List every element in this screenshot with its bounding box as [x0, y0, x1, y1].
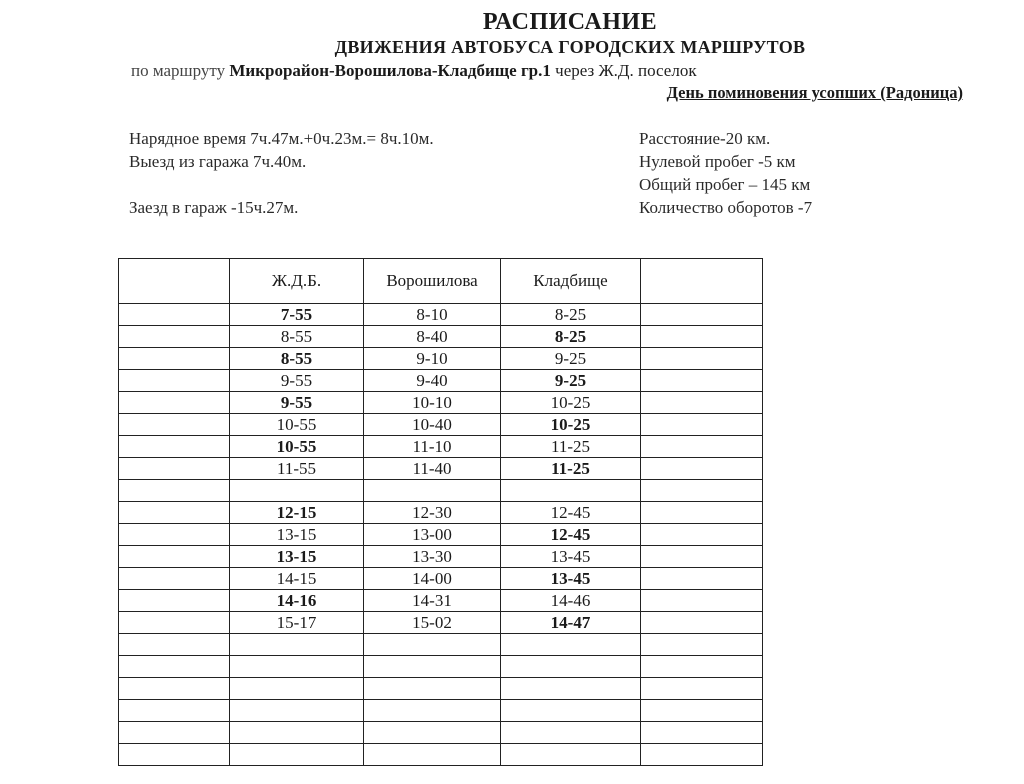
table-row — [119, 458, 763, 480]
table-cell: 15-17 — [230, 612, 364, 634]
table-cell — [641, 436, 763, 458]
table-cell — [641, 480, 763, 502]
total-mileage: Общий пробег – 145 км — [639, 175, 811, 194]
table-row — [119, 590, 763, 612]
table-cell — [119, 568, 230, 590]
route-prefix: по маршруту — [131, 61, 226, 80]
table-cell — [641, 656, 763, 678]
table-cell — [501, 700, 641, 722]
table-cell: 7-55 — [230, 304, 364, 326]
table-cell: 15-02 — [364, 612, 501, 634]
table-cell: 13-45 — [501, 568, 641, 590]
table-cell: 14-15 — [230, 568, 364, 590]
table-cell — [119, 480, 230, 502]
table-cell: 12-45 — [501, 524, 641, 546]
table-cell — [501, 656, 641, 678]
table-cell: 9-55 — [230, 392, 364, 414]
table-cell — [501, 678, 641, 700]
table-cell — [641, 392, 763, 414]
table-cell — [641, 722, 763, 744]
table-cell — [230, 722, 364, 744]
schedule-table — [118, 258, 763, 766]
table-row — [119, 700, 763, 722]
table-cell: 14-00 — [364, 568, 501, 590]
table-cell: 10-10 — [364, 392, 501, 414]
table-cell — [641, 568, 763, 590]
zero-mileage: Нулевой пробег -5 км — [639, 152, 796, 171]
schedule-header-row — [119, 259, 763, 304]
table-cell — [641, 744, 763, 766]
table-row — [119, 678, 763, 700]
table-row — [119, 370, 763, 392]
table-cell — [364, 700, 501, 722]
document-subtitle: ДВИЖЕНИЯ АВТОБУСА ГОРОДСКИХ МАРШРУТОВ — [334, 37, 806, 57]
table-row — [119, 304, 763, 326]
table-cell — [119, 634, 230, 656]
table-row — [119, 524, 763, 546]
table-cell — [119, 612, 230, 634]
turnover-count: Количество оборотов -7 — [639, 198, 813, 217]
table-cell: 13-45 — [501, 546, 641, 568]
table-row — [119, 612, 763, 634]
table-cell: 10-55 — [230, 436, 364, 458]
table-cell — [119, 678, 230, 700]
day-note: День поминовения усопших (Радоница) — [666, 83, 963, 102]
table-cell — [641, 502, 763, 524]
table-cell: 8-40 — [364, 326, 501, 348]
table-row — [119, 414, 763, 436]
table-cell — [364, 744, 501, 766]
table-cell — [501, 722, 641, 744]
table-row — [119, 744, 763, 766]
table-cell — [501, 634, 641, 656]
table-row — [119, 348, 763, 370]
table-row — [119, 722, 763, 744]
table-cell — [119, 348, 230, 370]
table-cell: 8-10 — [364, 304, 501, 326]
table-cell — [641, 634, 763, 656]
header-cell-blank-right — [641, 259, 763, 304]
table-row — [119, 546, 763, 568]
table-cell — [119, 546, 230, 568]
table-cell — [119, 304, 230, 326]
table-cell — [364, 634, 501, 656]
table-cell — [641, 612, 763, 634]
table-cell: 8-25 — [501, 304, 641, 326]
header-cell-blank-left — [119, 259, 230, 304]
table-row — [119, 568, 763, 590]
garage-departure: Выезд из гаража 7ч.40м. — [129, 152, 307, 171]
table-cell: 14-16 — [230, 590, 364, 612]
table-cell — [119, 700, 230, 722]
table-cell: 12-45 — [501, 502, 641, 524]
table-cell — [641, 458, 763, 480]
table-cell — [119, 436, 230, 458]
table-cell: 9-55 — [230, 370, 364, 392]
table-cell: 8-25 — [501, 326, 641, 348]
table-cell: 10-40 — [364, 414, 501, 436]
table-row — [119, 634, 763, 656]
table-cell: 14-47 — [501, 612, 641, 634]
table-cell — [119, 524, 230, 546]
table-cell: 12-30 — [364, 502, 501, 524]
route-suffix: через Ж.Д. поселок — [555, 61, 697, 80]
distance: Расстояние-20 км. — [639, 129, 771, 148]
table-cell — [119, 744, 230, 766]
table-row — [119, 326, 763, 348]
table-cell: 9-25 — [501, 348, 641, 370]
table-cell — [230, 678, 364, 700]
table-cell — [501, 480, 641, 502]
table-row — [119, 502, 763, 524]
table-cell — [119, 326, 230, 348]
table-cell: 12-15 — [230, 502, 364, 524]
table-cell — [641, 700, 763, 722]
table-cell — [119, 590, 230, 612]
table-cell — [230, 744, 364, 766]
table-cell: 14-31 — [364, 590, 501, 612]
table-cell — [119, 392, 230, 414]
table-cell — [230, 700, 364, 722]
table-cell: 11-25 — [501, 458, 641, 480]
table-cell — [641, 524, 763, 546]
table-row — [119, 656, 763, 678]
table-cell — [641, 326, 763, 348]
table-cell — [230, 480, 364, 502]
table-cell: 13-00 — [364, 524, 501, 546]
table-row — [119, 480, 763, 502]
table-cell: 10-55 — [230, 414, 364, 436]
table-cell: 13-30 — [364, 546, 501, 568]
document-title: РАСПИСАНИЕ — [482, 9, 658, 35]
table-cell — [641, 370, 763, 392]
table-cell — [364, 656, 501, 678]
table-cell — [119, 458, 230, 480]
table-cell — [364, 722, 501, 744]
table-cell — [641, 414, 763, 436]
route-name: Микрорайон-Ворошилова-Кладбище гр.1 — [229, 61, 551, 80]
header-cell-voroshilova: Ворошилова — [364, 259, 501, 304]
table-cell: 11-25 — [501, 436, 641, 458]
route-line — [131, 61, 697, 81]
table-cell — [364, 480, 501, 502]
table-cell: 11-55 — [230, 458, 364, 480]
table-cell — [641, 546, 763, 568]
table-cell: 11-40 — [364, 458, 501, 480]
table-cell — [641, 678, 763, 700]
dispatch-time: Нарядное время 7ч.47м.+0ч.23м.= 8ч.10м. — [129, 129, 434, 148]
table-cell — [364, 678, 501, 700]
table-cell — [641, 590, 763, 612]
garage-return: Заезд в гараж -15ч.27м. — [129, 198, 299, 217]
table-cell — [119, 414, 230, 436]
header-cell-zhdb: Ж.Д.Б. — [230, 259, 364, 304]
table-cell — [230, 656, 364, 678]
table-cell — [119, 656, 230, 678]
table-cell — [119, 370, 230, 392]
table-cell: 13-15 — [230, 546, 364, 568]
table-cell — [119, 722, 230, 744]
table-cell: 10-25 — [501, 392, 641, 414]
table-cell — [230, 634, 364, 656]
table-row — [119, 436, 763, 458]
table-cell: 10-25 — [501, 414, 641, 436]
table-cell: 8-55 — [230, 326, 364, 348]
table-cell — [641, 304, 763, 326]
table-cell: 9-40 — [364, 370, 501, 392]
table-cell: 14-46 — [501, 590, 641, 612]
table-cell: 9-25 — [501, 370, 641, 392]
table-cell: 8-55 — [230, 348, 364, 370]
table-cell: 13-15 — [230, 524, 364, 546]
table-cell: 9-10 — [364, 348, 501, 370]
header-cell-kladbische: Кладбище — [501, 259, 641, 304]
table-cell: 11-10 — [364, 436, 501, 458]
table-cell — [641, 348, 763, 370]
table-cell — [501, 744, 641, 766]
table-row — [119, 392, 763, 414]
table-cell — [119, 502, 230, 524]
